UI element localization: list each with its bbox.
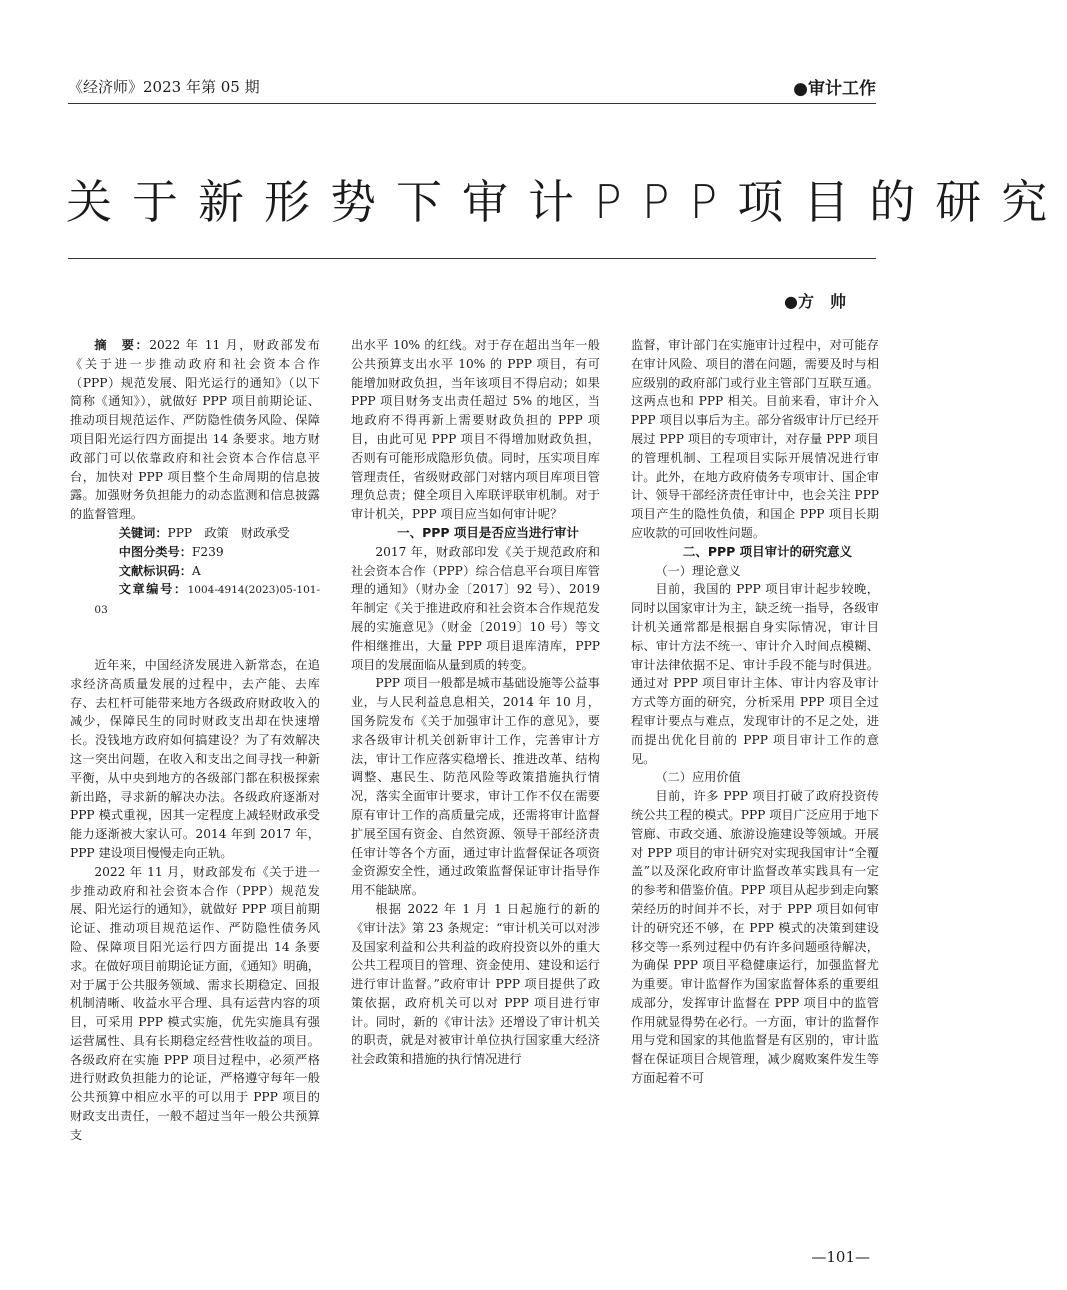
keywords (70, 524, 320, 543)
section-label: ●审计工作 (793, 79, 876, 99)
doc-code-label: 文献标识码： (118, 563, 192, 578)
abstract-label: 摘 要： (94, 338, 150, 352)
abstract-text: 2022 年 11 月，财政部发布《关于进一步推动政府和社会资本合作（PPP）规范发展、阳光运行的通知》（以下简称《通知》），就做好 PPP 项目前期论证、推动项目规范运作、严防隐性债务风险、保障项目阳光运行四方面提出 14 条要求。地方财政部门可以依靠政府和社会资本合作信息平台，加快对 PPP 项目整个生命周期的信息披露。加强财务负担能力的动态监测和信息披露的监督管理。 (70, 338, 320, 522)
body-paragraph: 目前，许多 PPP 项目打破了政府投资传统公共工程的模式。PPP 项目广泛应用于地下管廊、市政交通、旅游设施建设等领域。开展对 PPP 项目的审计研究对实现我国审计“全覆盖”以及深化政府审计监督改革实践具有一定的参考和借鉴价值。PPP 项目从起步到走向繁荣经历的时间并不长，对于 PPP 项目如何审计的研究还不够，在 PPP 模式的决策到建设移交等一系列过程中仍有许多问题亟待解决，为确保 PPP 项目平稳健康运行，加强监督尤为重要。审计监督作为国家监督体系的重要组成部分，发挥审计监督在 PPP 项目中的监管作用就显得势在必行。一方面，审计的监督作用与党和国家的其他监督是有区别的，审计监督在保证项目合规管理，减少腐败案件发生等方面起着不可 (631, 789, 879, 1086)
article-number-value: 1004-4914(2023)05-101-03 (94, 584, 320, 617)
clc-number (70, 543, 320, 562)
spacer (70, 620, 320, 656)
journal-issue: 《经济师》2023 年第 05 期 (68, 78, 260, 96)
body-paragraph: PPP 项目一般都是城市基础设施等公益事业，与人民利益息息相关，2014 年 10 月，国务院发布《关于加强审计工作的意见》，要求各级审计机关创新审计工作，完善审计方法，审计工作应落实稳增长、推进改革、结构调整、惠民生、防范风险等政策措施执行情况，落实全面审计要求，审计工作不仅在需要原有审计工作的高质量完成，还需将审计监督扩展至国有资金、自然资源、领导干部经济责任审计等各个方面，通过审计监督保证各项资金资源安全性，通过政策监督保证审计指导作用不能缺席。 (351, 676, 600, 898)
page-number: —101— (811, 1248, 870, 1266)
header-divider (68, 103, 876, 104)
clc-label: 中图分类号： (118, 544, 192, 559)
body-paragraph: 2022 年 11 月，财政部发布《关于进一步推动政府和社会资本合作（PPP）规范发展、阳光运行的通知》，就做好 PPP 项目前期论证、推动项目规范运作、严防隐性债务风险、保障项目阳光运行四方面提出 14 条要求。在做好项目前期论证方面，《通知》明确，对于属于公共服务领域、需求长期稳定、回报机制清晰、收益水平合理、具有运营内容的项目，可采用 PPP 模式实施，优先实施具有强运营属性、具有长期稳定经营性收益的项目。各级政府在实施 PPP 项目过程中，必须严格进行财政负担能力的论证，严格遵守每年一般公共预算中相应水平的可以用于 PPP 项目的财政支出责任，一般不超过当年一般公共预算支 (70, 864, 320, 1142)
keywords-text: PPP 政策 财政承受 (167, 525, 290, 540)
document-code (70, 562, 320, 581)
body-paragraph: 出水平 10% 的红线。对于存在超出当年一般公共预算支出水平 10% 的 PPP 项目，有可能增加财政负担，当年该项目不得启动；如果 PPP 项目财务支出责任超过 5% 的地区，当地政府不得再新上需要财政负担的 PPP 项目，由此可见 PPP 项目不得增加财政负担，否则有可能形成隐形负债。同时，压实项目库管理责任，省级财政部门对辖内项目库项目管理负总责；健全项目入库联评联审机制。对于审计机关，PPP 项目应当如何审计呢？ (351, 338, 600, 522)
article-number (70, 580, 320, 620)
body-paragraph: 根据 2022 年 1 月 1 日起施行的新的《审计法》第 23 条规定：“审计机关可以对涉及国家利益和公共利益的政府投资以外的重大公共工程项目的管理、资金使用、建设和运行进行审计监督。”政府审计 PPP 项目提供了政策依据，政府机关可以对 PPP 项目进行审计。同时，新的《审计法》还增设了审计机关的职责，就是对被审计单位执行国家重大经济社会政策和措施的执行情况进行 (351, 901, 600, 1067)
subsection-heading-theory: （一）理论意义 (655, 563, 741, 578)
body-paragraph: 目前，我国的 PPP 项目审计起步较晚，同时以国家审计为主，缺乏统一指导，各级审计机关通常都是根据自身实际情况，审计目标、审计方法不统一、审计介入时间点模糊、审计法律依据不足、审计手段不能与时俱进。通过对 PPP 项目审计主体、审计内容及审计方式等方面的研究，分析采用 PPP 项目全过程审计要点与难点，发现审计的不足之处，进而提出优化目前的 PPP 项目审计工作的意见。 (631, 582, 879, 766)
article-title: 关于新形势下审计PPP项目的研究 (66, 175, 1067, 229)
doc-code-value: A (191, 563, 201, 578)
column-1 (70, 336, 320, 1145)
column-2 (351, 336, 600, 1069)
clc-value: F239 (191, 544, 224, 559)
body-paragraph: 近年来，中国经济发展进入新常态，在追求经济高质量发展的过程中，去产能、去库存、去杠杆可能带来地方各级政府财政收入的减少，保障民生的同时财政支出却在快速增长。没钱地方政府如何搞建设？为了有效解决这一突出问题，在收入和支出之间寻找一种新平衡，从中央到地方的各级部门都在积极探索新出路，寻求新的解决办法。各级政府逐渐对 PPP 模式重视，因其一定程度上减轻财政承受能力逐渐被大家认可。2014 年到 2017 年，PPP 建设项目慢慢走向正轨。 (70, 657, 320, 860)
title-divider (68, 258, 876, 259)
body-paragraph: 监督，审计部门在实施审计过程中，对可能存在审计风险、项目的潜在问题，需要及时与相应级别的政府部门或行业主管部门互联互通。这两点也和 PPP 相关。目前来看，审计介入 PPP 项目以事后为主。部分省级审计厅已经开展过 PPP 项目的专项审计，对存量 PPP 项目的管理机制、工程项目实际开展情况进行审计。此外，在地方政府债务专项审计、国企审计、领导干部经济责任审计中，也会关注 PPP 项目产生的隐性负债，和国企 PPP 项目长期应收款的可回收性问题。 (631, 338, 879, 540)
article-number-label: 文章编号： (118, 582, 188, 597)
author: ●方 帅 (784, 292, 846, 311)
subsection-heading-application: （二）应用价值 (655, 770, 741, 785)
keywords-label: 关键词： (118, 525, 168, 540)
column-3 (631, 336, 879, 1088)
section-heading-2: 二、PPP 项目审计的研究意义 (682, 543, 853, 559)
body-paragraph: 2017 年，财政部印发《关于规范政府和社会资本合作（PPP）综合信息平台项目库管理的通知》（财办金〔2017〕92 号）、2019 年制定《关于推进政府和社会资本合作规范发展的实施意见》（财金〔2019〕10 号）等文件相继推出，大量 PPP 项目退库清库，PPP 项目的发展面临从量到质的转变。 (351, 544, 600, 672)
section-heading-1: 一、PPP 项目是否应当进行审计 (397, 524, 579, 540)
abstract (70, 336, 320, 524)
